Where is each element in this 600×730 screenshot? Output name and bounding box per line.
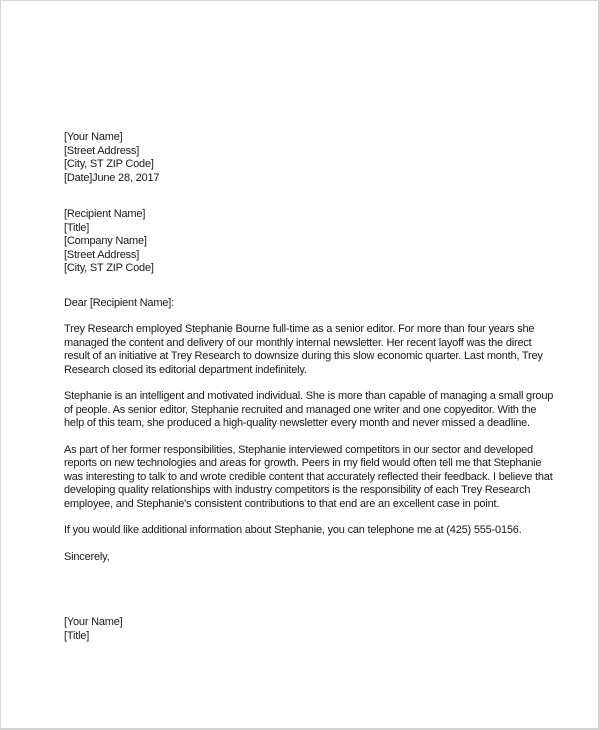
sender-city-state-zip: [City, ST ZIP Code] — [64, 158, 154, 170]
body-paragraph-2 — [64, 390, 554, 431]
letter-date: [Date]June 28, 2017 — [64, 171, 160, 184]
paragraph-line: help of this team, she produced a high-quality newsletter every month and never missed a deadline. — [64, 417, 530, 429]
sender-street-address: [Street Address] — [64, 144, 140, 157]
sender-address-block — [64, 131, 544, 185]
paragraph-line: employee, and Stephanie's consistent contributions to that end are an excellent case in point. — [64, 497, 500, 510]
recipient-title: [Title] — [64, 221, 90, 234]
recipient-street-address: [Street Address] — [64, 248, 140, 261]
signature-name: [Your Name] — [64, 616, 123, 628]
body-paragraph-3 — [64, 443, 553, 512]
salutation — [64, 297, 544, 311]
paragraph-line: Research closed its editorial department indefinitely. — [64, 363, 307, 376]
signature-title: [Title] — [64, 629, 90, 642]
paragraph-line: was interesting to talk to and wrote credible content that accurately reflected their feedback. I believe that — [64, 470, 553, 483]
recipient-city-state-zip: [City, ST ZIP Code] — [64, 262, 154, 274]
paragraph-line: Stephanie is an intelligent and motivated individual. She is more than capable of managing a small group — [64, 390, 554, 402]
sender-name: [Your Name] — [64, 131, 123, 143]
body-paragraph-1 — [64, 323, 544, 377]
body-paragraph-4 — [64, 524, 544, 538]
paragraph-line: Trey Research employed Stephanie Bourne full-time as a senior editor. For more than four years she — [64, 323, 535, 335]
paragraph-line: result of an initiative at Trey Research to downsize during this slow economic quarter. Last month, Trey — [64, 350, 543, 362]
signature-block — [64, 616, 544, 643]
paragraph-line: If you would like additional information about Stephanie, you can telephone me at (425) 555-0156. — [64, 524, 522, 536]
spacer — [64, 276, 544, 297]
recipient-address-block — [64, 208, 544, 276]
closing-text: Sincerely, — [64, 550, 110, 563]
paragraph-line: developing quality relationships with industry competitors is the responsibility of each Trey Research — [64, 484, 531, 496]
closing — [64, 551, 544, 565]
recipient-name: [Recipient Name] — [64, 208, 146, 220]
paragraph-line: of people. As senior editor, Stephanie recruited and managed one writer and one copyeditor. With the — [64, 403, 537, 416]
paragraph-line: As part of her former responsibilities, Stephanie interviewed competitors in our sector and developed — [64, 443, 533, 456]
letter-body — [64, 131, 554, 643]
recipient-company: [Company Name] — [64, 235, 147, 247]
spacer — [64, 185, 544, 208]
signature-space — [64, 577, 544, 616]
salutation-text: Dear [Recipient Name]: — [64, 296, 174, 309]
paragraph-line: managed the content and delivery of our monthly internal newsletter. Her recent layoff was the direct — [64, 336, 532, 349]
paragraph-line: reports on new technologies and areas for growth. Peers in my field would often tell me that Stephanie — [64, 457, 542, 469]
